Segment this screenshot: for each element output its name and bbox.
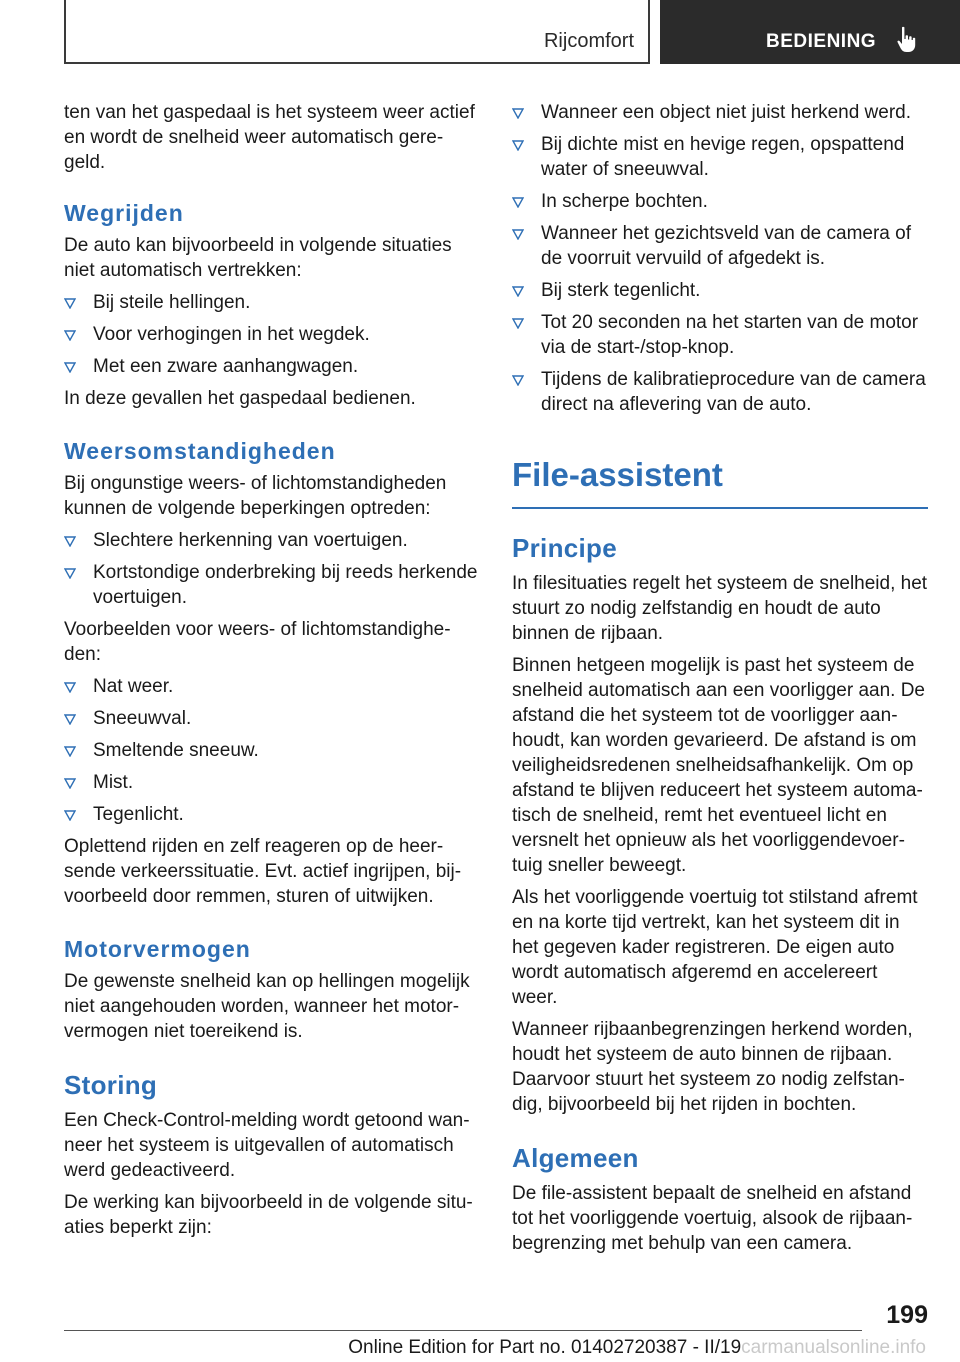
intro-paragraph: ten van het gaspedaal is het systeem weer actief en wordt de snelheid weer automatisch geregeld. [64, 102, 475, 173]
weer-text: Bij ongunstige weers- of lichtomstandigheden kunnen de volgende beperkingen optreden: [64, 473, 447, 519]
chapter-heading-file-assistent: File-assistent [512, 455, 928, 509]
wegrijden-text: De auto kan bijvoorbeeld in volgende situaties niet automatisch vertrekken: [64, 235, 452, 281]
weer-examples-list [64, 674, 478, 827]
heading-algemeen: Algemeen [512, 1143, 639, 1173]
bullet-triangle-icon [64, 714, 76, 725]
list-item: Slechtere herkenning van voertuigen. [64, 528, 478, 553]
list-item: Bij sterk tegenlicht. [512, 278, 928, 303]
bullet-triangle-icon [512, 229, 524, 240]
principe-text-4: Wanneer rijbaanbegrenzingen herkend worden, houdt het systeem de auto binnen de rijbaan. Daarvoor stuurt het systeem zo nodig zelfstandig, bijvoorbeeld bij het rijden in bochten. [512, 1019, 913, 1115]
list-item: Met een zware aanhangwagen. [64, 354, 478, 379]
heading-storing: Storing [64, 1070, 158, 1100]
section-title: Rijcomfort [543, 30, 634, 52]
edition-text: Online Edition for Part no. 01402720387 - II/19 [348, 1337, 742, 1358]
pointing-hand-icon [896, 26, 920, 54]
bullet-triangle-icon [512, 286, 524, 297]
footer-divider [64, 1330, 862, 1331]
watermark-text: carmanualsonline.info [741, 1337, 926, 1358]
list-item: Mist. [64, 770, 478, 795]
heading-wegrijden: Wegrijden [64, 200, 184, 226]
header-section-box [64, 0, 650, 64]
list-item: Wanneer het gezichtsveld van de camera of de voorruit vervuild of afgedekt is. [512, 221, 928, 271]
list-item: Smeltende sneeuw. [64, 738, 478, 763]
list-item: Bij steile hellingen. [64, 290, 478, 315]
list-item: In scherpe bochten. [512, 189, 928, 214]
bullet-triangle-icon [64, 682, 76, 693]
principe-text-2: Binnen hetgeen mogelijk is past het systeem de snelheid automatisch aan een voorligger aan. De afstand die het systeem tot de voorligger aanhoudt, kan worden gevarieerd. De afstand is om veiligheidsredenen snelheidsafhankelijk. Om op afstand te blijven reduceert het systeem automatisch de snelheid, remt het eventueel licht en versnelt het opnieuw als het voorliggendevoertuig sneller beweegt. [512, 655, 925, 876]
bullet-triangle-icon [64, 778, 76, 789]
bullet-triangle-icon [64, 810, 76, 821]
right-column [512, 100, 928, 1263]
weer-examples-intro: Voorbeelden voor weers- of lichtomstandigheden: [64, 619, 451, 665]
motor-text: De gewenste snelheid kan op hellingen mogelijk niet aangehouden worden, wanneer het motorvermogen niet toereikend is. [64, 971, 470, 1042]
algemeen-text: De file-assistent bepaalt de snelheid en afstand tot het voorliggende voertuig, alsook de rijbaanbegrenzing met behulp van een camera. [512, 1183, 913, 1254]
storing-text-2: De werking kan bijvoorbeeld in de volgende situaties beperkt zijn: [64, 1192, 473, 1238]
principe-text-1: In filesituaties regelt het systeem de snelheid, het stuurt zo nodig zelfstandig en houdt de auto binnen de rijbaan. [512, 573, 928, 644]
bullet-triangle-icon [64, 568, 76, 579]
list-item: Kortstondige onderbreking bij reeds herkende voertuigen. [64, 560, 478, 610]
weer-list [64, 528, 478, 610]
storing-situations-list [512, 100, 928, 417]
list-item: Voor verhogingen in het wegdek. [64, 322, 478, 347]
bullet-triangle-icon [512, 140, 524, 151]
wegrijden-list [64, 290, 478, 379]
list-item: Tegenlicht. [64, 802, 478, 827]
bullet-triangle-icon [64, 298, 76, 309]
weer-after: Oplettend rijden en zelf reageren op de heersende verkeerssituatie. Evt. actief ingrijpen, bijvoorbeeld door remmen, sturen of uitwijken. [64, 836, 462, 907]
bullet-triangle-icon [512, 108, 524, 119]
bullet-triangle-icon [512, 197, 524, 208]
heading-weersomstandigheden: Weersomstandigheden [64, 438, 336, 464]
heading-principe: Principe [512, 533, 617, 563]
header-chapter-box [660, 0, 960, 64]
bullet-triangle-icon [64, 362, 76, 373]
bullet-triangle-icon [64, 330, 76, 341]
bullet-triangle-icon [512, 375, 524, 386]
left-column [64, 100, 478, 1247]
list-item: Wanneer een object niet juist herkend werd. [512, 100, 928, 125]
list-item: Bij dichte mist en hevige regen, opspattend water of sneeuwval. [512, 132, 928, 182]
heading-motorvermogen: Motorvermogen [64, 936, 251, 962]
page-number: 199 [886, 1301, 928, 1329]
list-item: Sneeuwval. [64, 706, 478, 731]
wegrijden-after: In deze gevallen het gaspedaal bedienen. [64, 388, 416, 409]
chapter-title: BEDIENING [766, 31, 877, 52]
storing-text-1: Een Check-Control-melding wordt getoond wanneer het systeem is uitgevallen of automatisch werd gedeactiveerd. [64, 1110, 470, 1181]
bullet-triangle-icon [64, 536, 76, 547]
list-item: Tijdens de kalibratieprocedure van de camera direct na aflevering van de auto. [512, 367, 928, 417]
list-item: Nat weer. [64, 674, 478, 699]
bullet-triangle-icon [512, 318, 524, 329]
principe-text-3: Als het voorliggende voertuig tot stilstand afremt en na korte tijd vertrekt, kan het systeem dit in het gegeven kader registreren. De eigen auto wordt automatisch afgeremd en accelereert weer. [512, 887, 918, 1008]
bullet-triangle-icon [64, 746, 76, 757]
list-item: Tot 20 seconden na het starten van de motor via de start-/stop-knop. [512, 310, 928, 360]
footer-edition [280, 1337, 926, 1359]
